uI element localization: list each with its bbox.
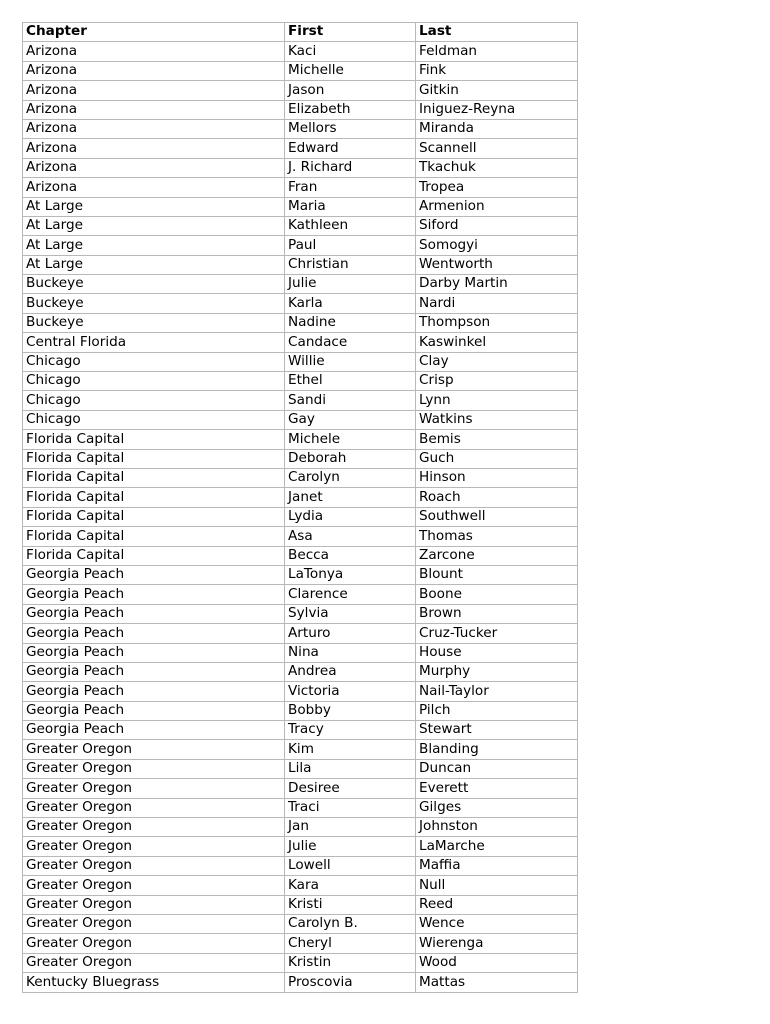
cell-last: Pilch — [416, 701, 578, 720]
table-row — [23, 895, 578, 914]
cell-chapter: Florida Capital — [23, 527, 285, 546]
cell-last: Maffia — [416, 856, 578, 875]
cell-chapter: Arizona — [23, 100, 285, 119]
table-row — [23, 216, 578, 235]
cell-chapter: Georgia Peach — [23, 682, 285, 701]
cell-first: Sandi — [285, 391, 416, 410]
table-row — [23, 275, 578, 294]
cell-last: Scannell — [416, 139, 578, 158]
table-row — [23, 701, 578, 720]
cell-last: Watkins — [416, 410, 578, 429]
table-row — [23, 527, 578, 546]
cell-chapter: Georgia Peach — [23, 643, 285, 662]
cell-last: Wentworth — [416, 255, 578, 274]
cell-first: Nina — [285, 643, 416, 662]
cell-first: J. Richard — [285, 158, 416, 177]
cell-first: Kristin — [285, 953, 416, 972]
cell-first: Janet — [285, 488, 416, 507]
cell-first: Tracy — [285, 721, 416, 740]
cell-chapter: At Large — [23, 197, 285, 216]
cell-first: Clarence — [285, 585, 416, 604]
cell-first: Andrea — [285, 662, 416, 681]
cell-first: Gay — [285, 410, 416, 429]
cell-chapter: Greater Oregon — [23, 914, 285, 933]
table-row — [23, 352, 578, 371]
cell-last: Zarcone — [416, 546, 578, 565]
table-row — [23, 100, 578, 119]
table-row — [23, 953, 578, 972]
cell-last: Feldman — [416, 42, 578, 61]
table-row — [23, 759, 578, 778]
table-row — [23, 61, 578, 80]
cell-chapter: Arizona — [23, 158, 285, 177]
table-row — [23, 449, 578, 468]
cell-chapter: Arizona — [23, 139, 285, 158]
cell-chapter: Greater Oregon — [23, 779, 285, 798]
cell-first: Jason — [285, 81, 416, 100]
cell-last: Gitkin — [416, 81, 578, 100]
cell-chapter: At Large — [23, 236, 285, 255]
cell-chapter: Florida Capital — [23, 468, 285, 487]
cell-chapter: At Large — [23, 216, 285, 235]
cell-first: Lydia — [285, 507, 416, 526]
cell-first: Michelle — [285, 61, 416, 80]
cell-last: Thomas — [416, 527, 578, 546]
cell-chapter: Georgia Peach — [23, 701, 285, 720]
cell-last: Wood — [416, 953, 578, 972]
table-row — [23, 294, 578, 313]
cell-last: Wierenga — [416, 934, 578, 953]
cell-first: Bobby — [285, 701, 416, 720]
table-row — [23, 856, 578, 875]
cell-chapter: Greater Oregon — [23, 876, 285, 895]
cell-last: Blount — [416, 565, 578, 584]
cell-chapter: Greater Oregon — [23, 934, 285, 953]
cell-first: Asa — [285, 527, 416, 546]
cell-last: Mattas — [416, 973, 578, 992]
cell-chapter: Georgia Peach — [23, 662, 285, 681]
cell-last: Johnston — [416, 818, 578, 837]
cell-last: Armenion — [416, 197, 578, 216]
table-row — [23, 391, 578, 410]
cell-first: Carolyn B. — [285, 914, 416, 933]
cell-last: Stewart — [416, 721, 578, 740]
chapter-members-table — [22, 22, 578, 993]
cell-first: Cheryl — [285, 934, 416, 953]
cell-last: Guch — [416, 449, 578, 468]
cell-last: Tkachuk — [416, 158, 578, 177]
cell-chapter: Chicago — [23, 372, 285, 391]
cell-chapter: Buckeye — [23, 294, 285, 313]
table-row — [23, 488, 578, 507]
cell-first: LaTonya — [285, 565, 416, 584]
table-row — [23, 197, 578, 216]
cell-chapter: Greater Oregon — [23, 798, 285, 817]
cell-first: Karla — [285, 294, 416, 313]
cell-first: Kristi — [285, 895, 416, 914]
cell-last: Lynn — [416, 391, 578, 410]
cell-chapter: Greater Oregon — [23, 759, 285, 778]
cell-last: Iniguez-Reyna — [416, 100, 578, 119]
table-row — [23, 81, 578, 100]
cell-first: Nadine — [285, 313, 416, 332]
cell-chapter: Greater Oregon — [23, 818, 285, 837]
cell-first: Elizabeth — [285, 100, 416, 119]
cell-first: Arturo — [285, 624, 416, 643]
cell-first: Edward — [285, 139, 416, 158]
cell-chapter: Kentucky Bluegrass — [23, 973, 285, 992]
cell-first: Lila — [285, 759, 416, 778]
table-row — [23, 624, 578, 643]
cell-last: Clay — [416, 352, 578, 371]
cell-chapter: Central Florida — [23, 333, 285, 352]
table-row — [23, 333, 578, 352]
table-row — [23, 119, 578, 138]
table-row — [23, 372, 578, 391]
table-row — [23, 178, 578, 197]
table-row — [23, 914, 578, 933]
column-header-chapter: Chapter — [23, 23, 285, 42]
cell-chapter: Arizona — [23, 42, 285, 61]
table-row — [23, 779, 578, 798]
cell-chapter: Arizona — [23, 81, 285, 100]
cell-chapter: Chicago — [23, 410, 285, 429]
cell-chapter: Georgia Peach — [23, 565, 285, 584]
cell-first: Jan — [285, 818, 416, 837]
cell-first: Ethel — [285, 372, 416, 391]
cell-first: Victoria — [285, 682, 416, 701]
cell-chapter: Florida Capital — [23, 430, 285, 449]
header-row — [23, 23, 578, 42]
cell-chapter: Greater Oregon — [23, 837, 285, 856]
cell-last: Tropea — [416, 178, 578, 197]
table-row — [23, 721, 578, 740]
table-row — [23, 430, 578, 449]
cell-chapter: Greater Oregon — [23, 953, 285, 972]
cell-first: Julie — [285, 837, 416, 856]
table-body — [23, 42, 578, 992]
cell-chapter: Greater Oregon — [23, 740, 285, 759]
cell-last: House — [416, 643, 578, 662]
cell-chapter: Greater Oregon — [23, 895, 285, 914]
table-row — [23, 565, 578, 584]
cell-last: Reed — [416, 895, 578, 914]
cell-first: Kara — [285, 876, 416, 895]
table-row — [23, 604, 578, 623]
table-row — [23, 798, 578, 817]
table-row — [23, 313, 578, 332]
table-row — [23, 546, 578, 565]
cell-first: Candace — [285, 333, 416, 352]
cell-last: Southwell — [416, 507, 578, 526]
table-row — [23, 236, 578, 255]
cell-first: Willie — [285, 352, 416, 371]
cell-first: Carolyn — [285, 468, 416, 487]
cell-first: Christian — [285, 255, 416, 274]
cell-last: Crisp — [416, 372, 578, 391]
table-row — [23, 585, 578, 604]
cell-first: Kathleen — [285, 216, 416, 235]
cell-first: Julie — [285, 275, 416, 294]
cell-last: Nardi — [416, 294, 578, 313]
cell-first: Proscovia — [285, 973, 416, 992]
table-row — [23, 507, 578, 526]
cell-first: Michele — [285, 430, 416, 449]
cell-last: Roach — [416, 488, 578, 507]
table-row — [23, 468, 578, 487]
table-row — [23, 740, 578, 759]
cell-last: Kaswinkel — [416, 333, 578, 352]
cell-chapter: Florida Capital — [23, 449, 285, 468]
cell-last: Bemis — [416, 430, 578, 449]
cell-chapter: Georgia Peach — [23, 604, 285, 623]
cell-chapter: Buckeye — [23, 313, 285, 332]
cell-last: Hinson — [416, 468, 578, 487]
table-row — [23, 973, 578, 992]
cell-last: Everett — [416, 779, 578, 798]
cell-first: Paul — [285, 236, 416, 255]
table-row — [23, 662, 578, 681]
cell-last: Murphy — [416, 662, 578, 681]
cell-last: Null — [416, 876, 578, 895]
cell-chapter: Georgia Peach — [23, 721, 285, 740]
table-row — [23, 139, 578, 158]
table-header — [23, 23, 578, 42]
table-row — [23, 876, 578, 895]
cell-last: Cruz-Tucker — [416, 624, 578, 643]
cell-chapter: Chicago — [23, 352, 285, 371]
cell-last: Darby Martin — [416, 275, 578, 294]
cell-chapter: Arizona — [23, 178, 285, 197]
column-header-last: Last — [416, 23, 578, 42]
cell-last: Fink — [416, 61, 578, 80]
cell-chapter: Florida Capital — [23, 507, 285, 526]
cell-last: Thompson — [416, 313, 578, 332]
cell-last: LaMarche — [416, 837, 578, 856]
cell-first: Traci — [285, 798, 416, 817]
cell-last: Blanding — [416, 740, 578, 759]
cell-chapter: Arizona — [23, 61, 285, 80]
cell-last: Gilges — [416, 798, 578, 817]
table-row — [23, 682, 578, 701]
column-header-first: First — [285, 23, 416, 42]
table-row — [23, 42, 578, 61]
cell-last: Somogyi — [416, 236, 578, 255]
cell-chapter: At Large — [23, 255, 285, 274]
cell-first: Maria — [285, 197, 416, 216]
table-row — [23, 934, 578, 953]
cell-last: Miranda — [416, 119, 578, 138]
table-row — [23, 837, 578, 856]
cell-chapter: Greater Oregon — [23, 856, 285, 875]
cell-last: Nail-Taylor — [416, 682, 578, 701]
cell-first: Sylvia — [285, 604, 416, 623]
cell-first: Mellors — [285, 119, 416, 138]
cell-chapter: Chicago — [23, 391, 285, 410]
cell-first: Lowell — [285, 856, 416, 875]
cell-first: Kaci — [285, 42, 416, 61]
table-row — [23, 410, 578, 429]
cell-first: Kim — [285, 740, 416, 759]
cell-first: Deborah — [285, 449, 416, 468]
cell-first: Fran — [285, 178, 416, 197]
cell-chapter: Georgia Peach — [23, 585, 285, 604]
cell-chapter: Buckeye — [23, 275, 285, 294]
cell-first: Desiree — [285, 779, 416, 798]
cell-chapter: Florida Capital — [23, 488, 285, 507]
table-row — [23, 818, 578, 837]
cell-last: Brown — [416, 604, 578, 623]
table-row — [23, 158, 578, 177]
cell-chapter: Florida Capital — [23, 546, 285, 565]
cell-chapter: Arizona — [23, 119, 285, 138]
table-row — [23, 643, 578, 662]
cell-last: Wence — [416, 914, 578, 933]
table-row — [23, 255, 578, 274]
cell-last: Boone — [416, 585, 578, 604]
cell-first: Becca — [285, 546, 416, 565]
cell-last: Siford — [416, 216, 578, 235]
cell-last: Duncan — [416, 759, 578, 778]
cell-chapter: Georgia Peach — [23, 624, 285, 643]
